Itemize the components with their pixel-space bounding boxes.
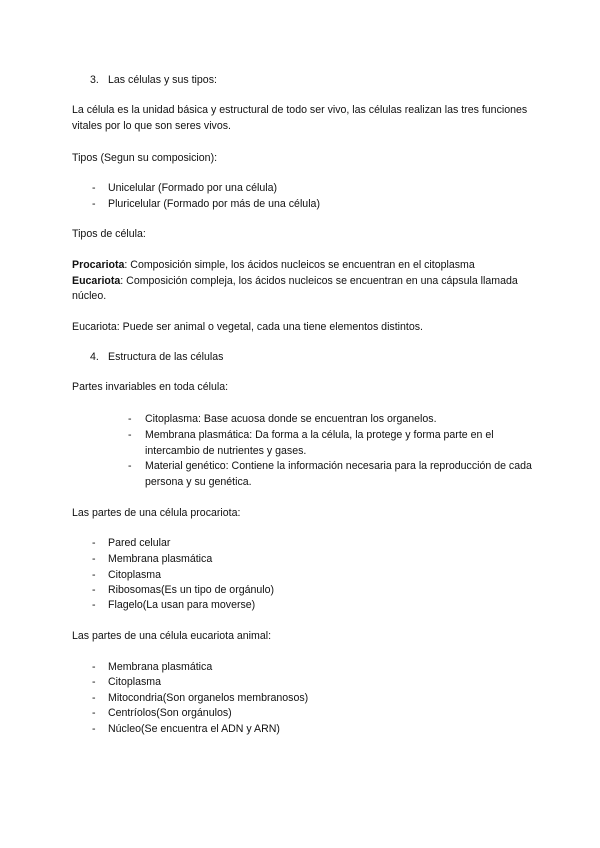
list-item: Citoplasma [108, 569, 161, 581]
bullet-dash: - [128, 460, 132, 472]
partes-invariables-heading: Partes invariables en toda célula: [72, 381, 229, 393]
list-item: Núcleo(Se encuentra el ADN y ARN) [108, 723, 280, 735]
list-item-unicelular: Unicelular (Formado por una célula) [108, 182, 277, 194]
section-4-title: Estructura de las células [108, 351, 224, 363]
section-3-number: 3. [90, 74, 99, 86]
intro-line-1: La célula es la unidad básica y estructural de todo ser vivo, las células realizan las tres funciones [72, 104, 528, 116]
list-item: Membrana plasmática [108, 661, 213, 673]
list-item: Ribosomas(Es un tipo de orgánulo) [108, 584, 275, 596]
procariota-partes-heading: Las partes de una célula procariota: [72, 507, 241, 519]
section-3-title: Las células y sus tipos: [108, 74, 217, 86]
eucariota-text: : Composición compleja, los ácidos nucleicos se encuentran en una cápsula llamada [120, 275, 518, 287]
list-item: Citoplasma [108, 676, 161, 688]
bullet-dash: - [92, 692, 96, 704]
bullet-dash: - [92, 676, 96, 688]
bullet-dash: - [92, 661, 96, 673]
list-item-membrana-line-1: Membrana plasmática: Da forma a la célula, la protege y forma parte en el [145, 429, 494, 441]
bullet-dash: - [92, 537, 96, 549]
list-item-pluricelular: Pluricelular (Formado por más de una célula) [108, 198, 320, 210]
eucariota-partes-heading: Las partes de una célula eucariota animal: [72, 630, 272, 642]
bullet-dash: - [92, 599, 96, 611]
list-item: Centríolos(Son orgánulos) [108, 707, 232, 719]
list-item-material-genetico-line-2: persona y su genética. [145, 476, 252, 488]
procariota-definition [72, 258, 475, 272]
list-item: Flagelo(La usan para moverse) [108, 599, 256, 611]
tipos-composicion-heading: Tipos (Segun su composicion): [72, 152, 218, 164]
tipos-celula-heading: Tipos de célula: [72, 228, 146, 240]
list-item-citoplasma: Citoplasma: Base acuosa donde se encuentran los organelos. [145, 413, 437, 425]
bullet-dash: - [92, 553, 96, 565]
bullet-dash: - [92, 723, 96, 735]
bullet-dash: - [92, 584, 96, 596]
intro-line-2: vitales por lo que son seres vivos. [72, 120, 231, 132]
bullet-dash: - [92, 182, 96, 194]
bullet-dash: - [128, 429, 132, 441]
list-item: Membrana plasmática [108, 553, 213, 565]
eucariota-text-line-2: núcleo. [72, 290, 107, 302]
eucariota-definition [72, 274, 518, 288]
procariota-text: : Composición simple, los ácidos nucleicos se encuentran en el citoplasma [124, 259, 475, 271]
list-item-membrana-line-2: intercambio de nutrientes y gases. [145, 445, 307, 457]
bullet-dash: - [92, 198, 96, 210]
eucariota-note: Eucariota: Puede ser animal o vegetal, cada una tiene elementos distintos. [72, 321, 423, 333]
bullet-dash: - [92, 569, 96, 581]
section-4-number: 4. [90, 351, 99, 363]
procariota-label: Procariota [72, 259, 125, 271]
list-item-material-genetico-line-1: Material genético: Contiene la información necesaria para la reproducción de cada [145, 460, 532, 472]
list-item: Mitocondria(Son organelos membranosos) [108, 692, 309, 704]
bullet-dash: - [128, 413, 132, 425]
list-item: Pared celular [108, 537, 171, 549]
eucariota-label: Eucariota [72, 275, 121, 287]
bullet-dash: - [92, 707, 96, 719]
